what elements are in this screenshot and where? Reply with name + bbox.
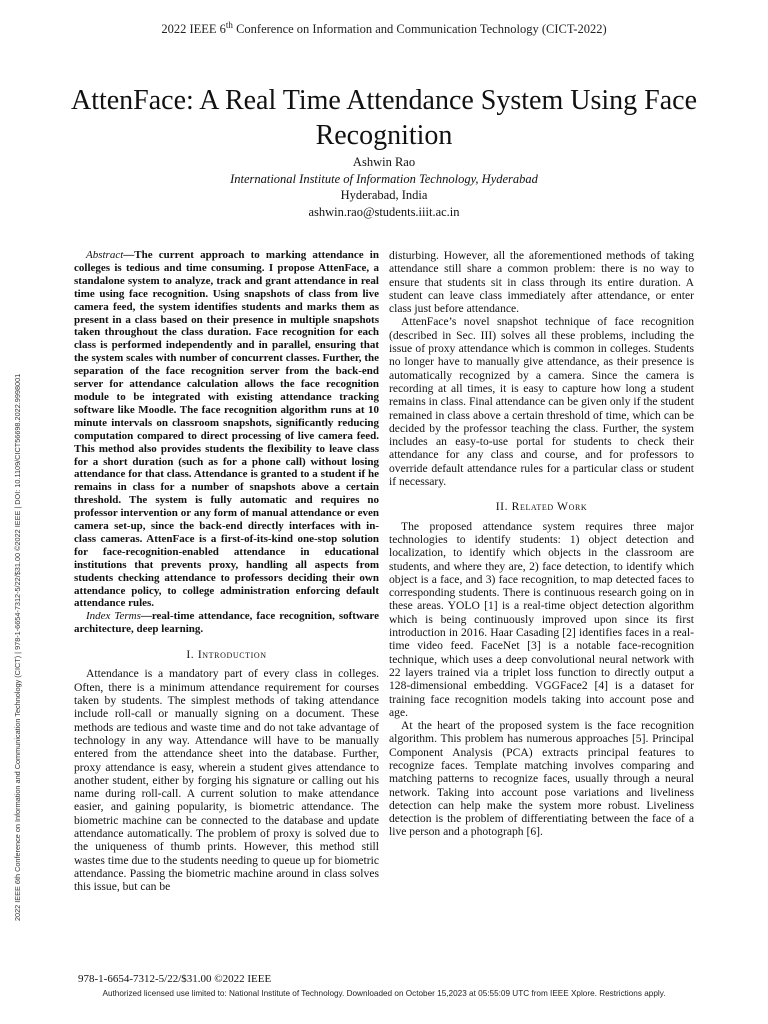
author-name: Ashwin Rao	[352, 155, 416, 169]
left-column	[74, 249, 379, 894]
side-doi-stamp	[3, 240, 23, 930]
right-column	[389, 249, 694, 839]
abstract-label: Abstract	[86, 249, 124, 261]
related-work-paragraph-2: At the heart of the proposed system is the face recognition algorithm. This problem has numerous approaches [5]. Principal Component Analysis (PCA) extracts principal features to recognize faces. Template matching involves comparing and matching patterns to recognize faces, usually through a neural network. Taking into account pose variations and liveliness detection can help make the system more robust. Liveliness detection is the problem of differentiating between the face of a live person and a photograph [6].	[389, 719, 694, 839]
related-work-paragraph-1: The proposed attendance system requires three major technologies to identify students: 1) object detection and localization, to identify which objects in the classroom are students, and where they are, 2) face detection, to identify which object is a face, and 3) face recognition, to map detected faces to corresponding students. There is continuous research going on in these areas. YOLO [1] is a real-time object detection algorithm which is being continuously improved upon since its first introduction in 2016. Haar Casading [2] identifies faces in a real-time video feed. FaceNet [3] is a notable face-recognition technique, which uses a deep convolutional neural network with 22 layers trained via a triplet loss function to directly output a 128-dimensional embedding. VGGFace2 [4] is a dataset for training face recognition models taking into account pose and age.	[389, 519, 694, 719]
footer-license-notice: Authorized licensed use limited to: National Institute of Technology. Downloaded on October 15,2023 at 05:55:09 UTC from IEEE Xplore. Restrictions apply.	[102, 989, 666, 998]
footer-copyright-code: 978-1-6654-7312-5/22/$31.00 ©2022 IEEE	[78, 973, 272, 985]
abstract	[74, 249, 379, 610]
index-terms	[74, 610, 379, 636]
side-doi-text: 2022 IEEE 6th Conference on Information and Communication Technology (CICT) | 978-1-6654-7312-5/22/$31.00 ©2022 IEEE | DOI: 10.1109/CICT56698.2022.9998001	[13, 373, 22, 921]
intro-paragraph-1-continued: disturbing. However, all the aforementioned methods of taking attendance still share a common problem: there is no way to ensure that students sit in class through its entire duration. A student can leave class immediately after attendance, or enter class just before attendance.	[389, 249, 694, 316]
intro-paragraph-2: AttenFace’s novel snapshot technique of face recognition (described in Sec. III) solves all these problems, including the issue of proxy attendance which is common in colleges. Students no longer have to manually give attendance, as their presence is automatically recognized by a camera. Since the camera is recording at all times, it is easy to capture how long a student remains in class. Final attendance can be given only if the student remained in class above a certain threshold of time, which can be decided by the professor teaching the class. Further, the system includes an easy-to-use portal for students to check their attendance for any class and course, and for professors to override default attendance rules for a particular class or student if necessary.	[389, 315, 694, 489]
author-affiliation: International Institute of Information Technology, Hyderabad	[230, 171, 538, 186]
section2-number: II.	[495, 500, 512, 514]
conference-suffix: Conference on Information and Communication Technology (CICT-2022)	[232, 22, 607, 36]
section-heading-related-work	[389, 500, 694, 513]
author-location: Hyderabad, India	[340, 188, 428, 202]
section2-title: Related Work	[511, 500, 588, 514]
conference-header	[0, 19, 768, 37]
paper-title: AttenFace: A Real Time Attendance System Using Face Recognition	[70, 84, 698, 151]
index-terms-text: —real-time attendance, face recognition, software architecture, deep learning.	[74, 610, 379, 636]
section1-title: Introduction	[197, 648, 267, 662]
abstract-text: —The current approach to marking attendance in colleges is tedious and time consuming. I propose AttenFace, a standalone system to analyze, track and grant attendance in real time using face recognition. Using snapshots of class from live camera feed, the system identifies students and marks them as present in a class based on their presence in multiple snapshots taken throughout the class duration. Face recognition for each class is performed independently and in parallel, ensuring that the system scales with number of concurrent classes. Further, the separation of the face recognition server from the back-end server for attendance calculation allows the face recognition module to be integrated with existing attendance tracking software like Moodle. The face recognition algorithm runs at 10 minute intervals on classroom snapshots, significantly reducing computation compared to direct processing of live camera feed. This method also provides students the flexibility to leave class for a short duration (such as for a phone call) without losing attendance for that class. Attendance is granted to a student if he remains in class for a number of snapshots above a certain threshold. The system is fully automatic and requires no professor intervention or any form of manual attendance or even camera set-up, since the back-end directly interfaces with in-class cameras. AttenFace is a first-of-its-kind one-stop solution for face-recognition-enabled attendance in educational institutions that prevents proxy, handling all aspects from students checking attendance to professors deciding their own attendance policy, to college administration enforcing default attendance rules.	[74, 249, 379, 610]
section1-number: I.	[186, 648, 198, 662]
conference-prefix: 2022 IEEE 6	[161, 22, 226, 36]
conference-superscript: th	[225, 19, 233, 30]
index-terms-label: Index Terms	[86, 610, 141, 623]
section-heading-introduction	[74, 648, 379, 661]
intro-paragraph-1: Attendance is a mandatory part of every class in colleges. Often, there is a minimum attendance requirement for courses taken by students. The simplest methods of taking attendance include roll-call or manually signing on a document. These methods are tedious and waste time and do not take advantage of technology in any way. Attendance will have to be manually entered from the attendance sheet into the database. Further, proxy attendance is easy, wherein a student gives attendance to another student, either by forging his signature or calling out his name during roll-call. A current solution to make attendance easier, and gaining popularity, is biometric attendance. The biometric machine can be connected to the database and update attendance automatically. The problem of proxy is solved due to the uniqueness of thumb prints. However, this method still wastes time due to the students needing to queue up for biometric attendance. Passing the biometric machine around in class solves this issue, but can be	[74, 667, 379, 894]
author-email: ashwin.rao@students.iiit.ac.in	[308, 204, 460, 219]
author-block	[0, 154, 768, 220]
